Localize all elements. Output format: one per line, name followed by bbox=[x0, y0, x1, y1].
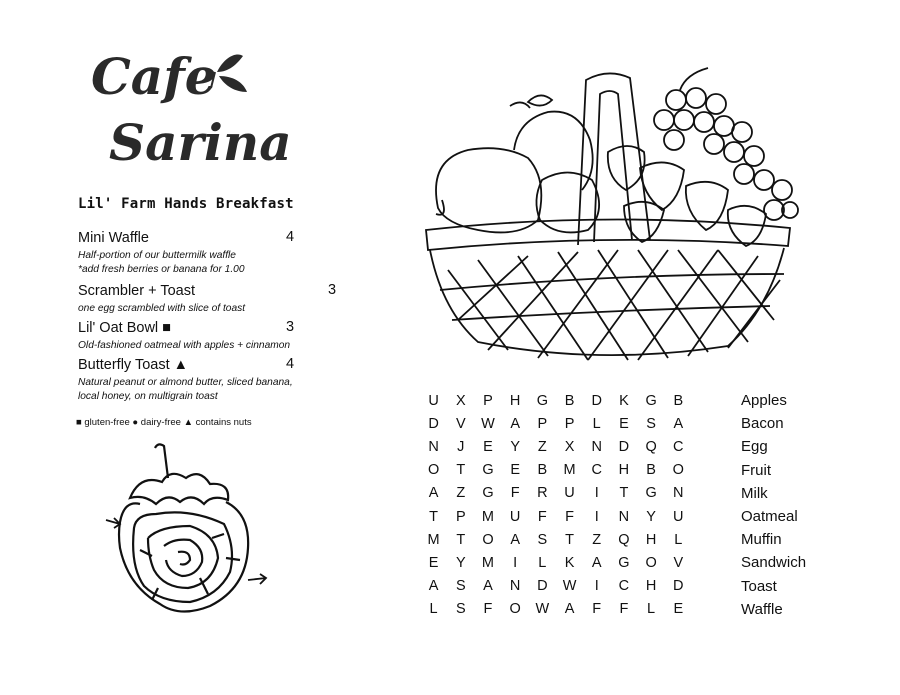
grid-letter: U bbox=[509, 508, 521, 525]
grid-letter: E bbox=[619, 415, 629, 432]
grid-letter: S bbox=[537, 531, 548, 548]
grid-letter: D bbox=[591, 392, 602, 409]
grid-letter: S bbox=[455, 601, 466, 618]
grid-letter: H bbox=[645, 531, 657, 548]
grid-letter: M bbox=[481, 554, 495, 571]
grid-letter: U bbox=[564, 485, 575, 502]
grid-letter: T bbox=[456, 462, 466, 479]
grid-letter: G bbox=[645, 392, 657, 409]
grid-letter: B bbox=[537, 462, 548, 479]
grid-letter: D bbox=[618, 438, 630, 455]
grid-letter: P bbox=[455, 508, 466, 525]
grid-letter: L bbox=[429, 601, 438, 618]
grid-row bbox=[420, 551, 692, 574]
menu-item-scrambler bbox=[78, 282, 195, 300]
word-list-item: Waffle bbox=[741, 600, 783, 618]
grid-letter: N bbox=[618, 508, 630, 525]
grid-letter: F bbox=[619, 601, 629, 618]
word-search-word-list bbox=[741, 389, 806, 621]
word-list-item: Sandwich bbox=[741, 554, 807, 572]
grid-letter: E bbox=[510, 462, 520, 479]
grid-letter: P bbox=[537, 415, 548, 432]
grid-letter: S bbox=[455, 578, 466, 595]
word-list-item: Muffin bbox=[741, 531, 782, 549]
grid-letter: C bbox=[618, 578, 630, 595]
grid-row bbox=[420, 505, 692, 528]
item-price: 4 bbox=[286, 356, 295, 372]
grid-letter: I bbox=[594, 485, 599, 502]
word-list-item: Toast bbox=[741, 577, 777, 595]
grid-letter: E bbox=[483, 438, 493, 455]
grid-letter: H bbox=[645, 578, 657, 595]
logo-line-2: Sarina bbox=[109, 113, 292, 172]
grid-letter: B bbox=[673, 392, 684, 409]
grid-letter: T bbox=[565, 531, 574, 548]
grid-letter: U bbox=[428, 392, 439, 409]
grid-letter: N bbox=[428, 438, 439, 455]
word-list-item: Apples bbox=[741, 392, 787, 409]
grid-letter: G bbox=[482, 485, 494, 502]
grid-row bbox=[420, 575, 692, 598]
menu-title: Lil' Farm Hands Breakfast bbox=[78, 196, 294, 212]
desc-line: Natural peanut or almond butter, sliced banana, bbox=[78, 377, 293, 388]
grid-letter: Y bbox=[646, 508, 656, 525]
grid-letter: O bbox=[427, 462, 440, 479]
grid-letter: E bbox=[428, 554, 439, 571]
item-name: Mini Waffle bbox=[78, 230, 149, 246]
item-name: Scrambler + Toast bbox=[78, 283, 195, 299]
grid-letter: A bbox=[428, 578, 439, 595]
desc-line: Old-fashioned oatmeal with apples + cinnamon bbox=[78, 340, 291, 351]
grid-letter: F bbox=[565, 508, 574, 525]
grid-letter: G bbox=[645, 485, 657, 502]
grid-letter: H bbox=[618, 462, 630, 479]
word-list-item: Bacon bbox=[741, 415, 784, 433]
grid-letter: B bbox=[564, 392, 575, 409]
grid-letter: W bbox=[535, 601, 550, 618]
grid-row bbox=[420, 459, 692, 482]
item-name: Lil' Oat Bowl ■ bbox=[78, 320, 171, 336]
grid-letter: D bbox=[428, 415, 439, 432]
grid-letter: L bbox=[538, 554, 547, 571]
grid-letter: A bbox=[564, 601, 575, 618]
grid-letter: T bbox=[456, 531, 466, 548]
grid-letter: V bbox=[673, 554, 684, 571]
logo-line-1: Cafe bbox=[91, 47, 217, 106]
grid-letter: D bbox=[537, 578, 548, 595]
item-price: 3 bbox=[286, 319, 295, 335]
desc-line: *add fresh berries or banana for 1.00 bbox=[78, 264, 245, 275]
grid-letter: N bbox=[673, 485, 684, 502]
grid-letter: O bbox=[482, 531, 494, 548]
grid-letter: B bbox=[646, 462, 656, 479]
grid-letter: F bbox=[592, 601, 602, 618]
desc-line: one egg scrambled with slice of toast bbox=[78, 303, 246, 314]
grid-letter: Z bbox=[592, 531, 602, 548]
grid-letter: A bbox=[510, 531, 520, 548]
grid-letter: T bbox=[429, 508, 439, 525]
item-description bbox=[78, 339, 290, 353]
grid-letter: P bbox=[483, 392, 493, 409]
grid-letter: F bbox=[510, 485, 520, 502]
grid-row bbox=[420, 412, 692, 435]
grid-letter: O bbox=[672, 462, 684, 479]
grid-letter: C bbox=[673, 438, 684, 455]
grid-letter: W bbox=[562, 578, 577, 595]
menu-item-oat-bowl bbox=[78, 319, 171, 337]
grid-letter: K bbox=[619, 392, 629, 409]
grid-row bbox=[420, 598, 692, 621]
grid-letter: J bbox=[457, 438, 465, 455]
grid-row bbox=[420, 528, 692, 551]
grid-letter: D bbox=[673, 578, 684, 595]
desc-line: local honey, on multigrain toast bbox=[78, 391, 218, 402]
grid-letter: G bbox=[536, 392, 548, 409]
word-list-item: Milk bbox=[741, 484, 768, 502]
grid-letter: I bbox=[513, 554, 518, 571]
item-price: 3 bbox=[328, 282, 337, 298]
grid-letter: Z bbox=[456, 485, 466, 502]
grid-letter: N bbox=[509, 578, 521, 595]
grid-letter: L bbox=[674, 531, 683, 548]
grid-letter: X bbox=[455, 392, 466, 409]
word-list-item: Oatmeal bbox=[741, 507, 798, 525]
cafe-sarina-logo bbox=[85, 42, 295, 172]
strawberry-maze-illustration bbox=[100, 438, 275, 618]
grid-letter: Y bbox=[510, 438, 520, 455]
dietary-legend: ■ gluten-free ● dairy-free ▲ contains nuts bbox=[76, 417, 252, 428]
grid-letter: A bbox=[428, 485, 439, 502]
grid-letter: A bbox=[510, 415, 520, 432]
grid-letter: G bbox=[482, 462, 494, 479]
grid-letter: I bbox=[594, 508, 599, 525]
grid-letter: Y bbox=[455, 554, 466, 571]
grid-letter: M bbox=[563, 462, 576, 479]
grid-letter: L bbox=[647, 601, 656, 618]
menu-item-mini-waffle bbox=[78, 229, 149, 247]
grid-letter: A bbox=[483, 578, 493, 595]
grid-letter: O bbox=[509, 601, 521, 618]
grid-letter: A bbox=[591, 554, 602, 571]
grid-letter: C bbox=[591, 462, 602, 479]
grid-letter: H bbox=[509, 392, 521, 409]
grid-letter: R bbox=[537, 485, 548, 502]
word-list-item: Egg bbox=[741, 438, 768, 456]
grid-letter: N bbox=[591, 438, 602, 455]
grid-letter: Q bbox=[645, 438, 657, 455]
item-description bbox=[78, 302, 245, 316]
grid-letter: W bbox=[481, 415, 495, 432]
grid-letter: V bbox=[455, 415, 466, 432]
grid-letter: P bbox=[564, 415, 575, 432]
word-search-grid bbox=[420, 389, 692, 621]
grid-letter: T bbox=[619, 485, 629, 502]
grid-letter: U bbox=[673, 508, 684, 525]
grid-letter: F bbox=[537, 508, 547, 525]
desc-line: Half-portion of our buttermilk waffle bbox=[78, 250, 236, 261]
grid-letter: K bbox=[564, 554, 575, 571]
grid-letter: E bbox=[673, 601, 684, 618]
grid-letter: G bbox=[618, 554, 630, 571]
item-price: 4 bbox=[286, 229, 295, 245]
grid-letter: M bbox=[481, 508, 495, 525]
word-list-item: Fruit bbox=[741, 461, 771, 479]
grid-row bbox=[420, 435, 692, 458]
grid-row bbox=[420, 482, 692, 505]
grid-letter: I bbox=[594, 578, 599, 595]
grid-letter: S bbox=[646, 415, 656, 432]
grid-row bbox=[420, 389, 692, 412]
grid-letter: F bbox=[483, 601, 493, 618]
grid-letter: L bbox=[592, 415, 601, 432]
item-description bbox=[78, 249, 245, 277]
fruit-basket-illustration bbox=[418, 60, 808, 380]
grid-letter: A bbox=[673, 415, 684, 432]
grid-letter: X bbox=[564, 438, 575, 455]
grid-letter: O bbox=[645, 554, 657, 571]
grid-letter: M bbox=[427, 531, 440, 548]
menu-item-butterfly-toast bbox=[78, 356, 188, 374]
grid-letter: Q bbox=[618, 531, 630, 548]
item-name: Butterfly Toast ▲ bbox=[78, 357, 188, 373]
item-description bbox=[78, 376, 293, 404]
grid-letter: Z bbox=[537, 438, 547, 455]
